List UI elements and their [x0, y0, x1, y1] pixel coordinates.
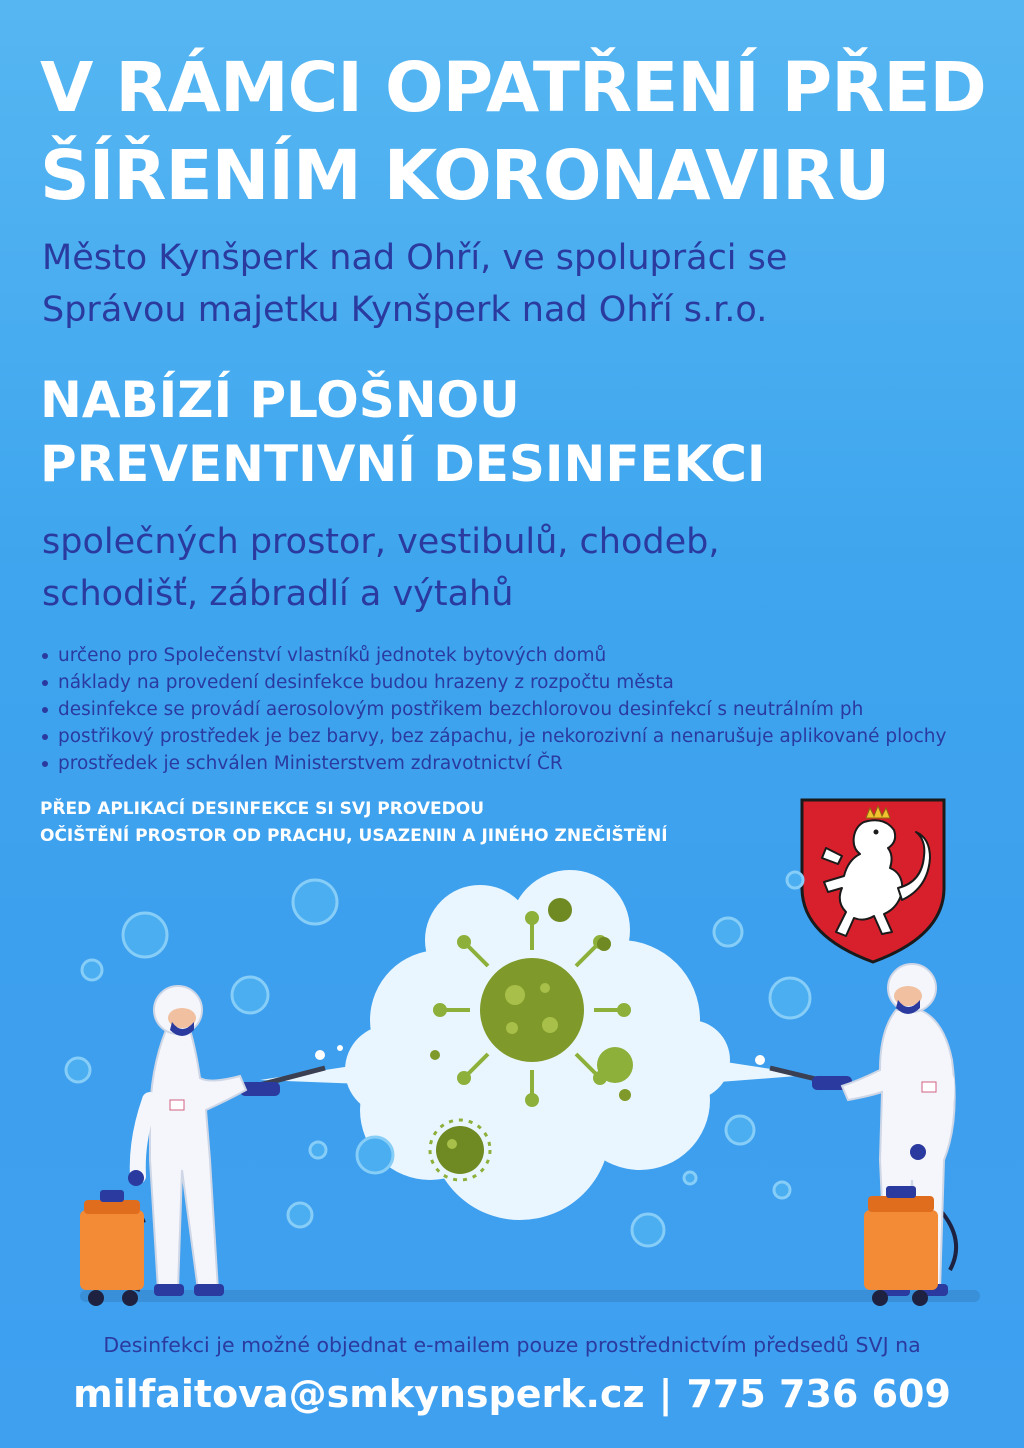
preparation-notice [40, 796, 780, 850]
contact-phone[interactable]: 775 736 609 [686, 1372, 951, 1416]
offer-line-2: PREVENTIVNÍ DESINFEKCI [40, 435, 766, 493]
intro-line-2: Správou majetku Kynšperk nad Ohří s.r.o. [42, 290, 768, 330]
intro-text [42, 232, 942, 336]
scope-line-2: schodišť, zábradlí a výtahů [42, 574, 514, 614]
scope-line-1: společných prostor, vestibulů, chodeb, [42, 522, 720, 562]
info-bullet: desinfekce se provádí aerosolovým postřikem bezchlorovou desinfekcí s neutrálním ph [40, 696, 1000, 723]
left-worker [122, 986, 325, 1296]
left-sprayer-canister [80, 1190, 144, 1306]
headline-line-2: ŠÍŘENÍM KORONAVIRU [40, 136, 890, 216]
info-bullet-list [40, 642, 1000, 777]
notice-line-1: PŘED APLIKACÍ DESINFEKCE SI SVJ PROVEDOU [40, 799, 484, 819]
info-bullet: určeno pro Společenství vlastníků jednotek bytových domů [40, 642, 1000, 669]
contact-email[interactable]: milfaitova@smkynsperk.cz [73, 1372, 645, 1416]
right-sprayer-canister [864, 1186, 938, 1306]
scope-text [42, 516, 942, 620]
order-instructions: Desinfekci je možné objednat e-mailem pouze prostřednictvím předsedů SVJ na [103, 1333, 921, 1357]
info-bullet: náklady na provedení desinfekce budou hrazeny z rozpočtu města [40, 669, 1000, 696]
headline [40, 44, 1000, 220]
offer-heading [40, 368, 940, 496]
contact-line [0, 1366, 1024, 1422]
offer-line-1: NABÍZÍ PLOŠNOU [40, 371, 520, 429]
info-bullet: postřikový prostředek je bez barvy, bez zápachu, je nekorozivní a nenarušuje aplikované plochy [40, 723, 1000, 750]
contact-separator: | [658, 1372, 673, 1416]
info-bullet: prostředek je schválen Ministerstvem zdravotnictví ČR [40, 750, 1000, 777]
disinfection-illustration [0, 860, 1024, 1320]
headline-line-1: V RÁMCI OPATŘENÍ PŘED [40, 48, 986, 128]
intro-line-1: Město Kynšperk nad Ohří, ve spolupráci se [42, 238, 788, 278]
notice-line-2: OČIŠTĚNÍ PROSTOR OD PRACHU, USAZENIN A JINÉHO ZNEČIŠTĚNÍ [40, 826, 668, 846]
